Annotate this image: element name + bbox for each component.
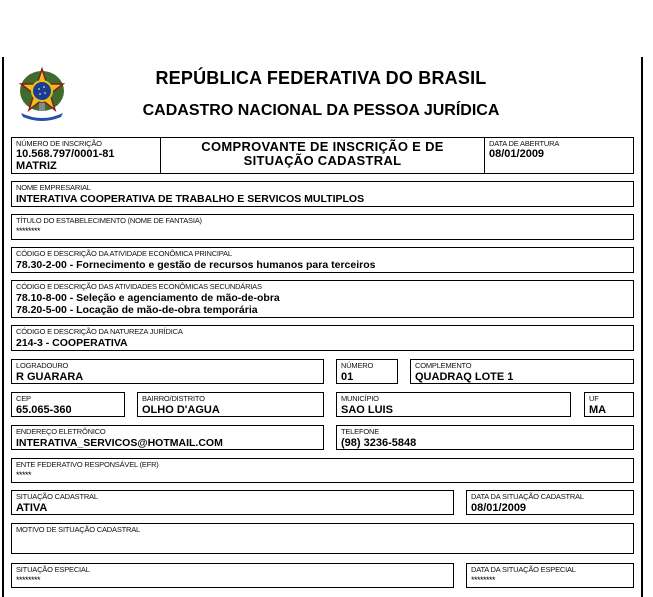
situacao-cadastral-box — [11, 490, 454, 515]
bairro-label: BAIRRO/DISTRITO — [142, 394, 205, 403]
efr-value: ***** — [16, 470, 32, 480]
situacao-cadastral-label: SITUAÇÃO CADASTRAL — [16, 492, 98, 501]
email-box — [11, 425, 324, 450]
data-situacao-especial-label: DATA DA SITUAÇÃO ESPECIAL — [471, 565, 576, 574]
data-situacao-especial-box — [466, 563, 634, 588]
data-situacao-especial-value: ******** — [471, 575, 496, 585]
motivo-situacao-label: MOTIVO DE SITUAÇÃO CADASTRAL — [16, 525, 141, 534]
natureza-juridica-label: CÓDIGO E DESCRIÇÃO DA NATUREZA JURÍDICA — [16, 327, 183, 336]
motivo-situacao-box — [11, 523, 634, 554]
atividade-secundaria-item: 78.20-5-00 - Locação de mão-de-obra temporária — [16, 304, 258, 316]
situacao-cadastral-value: ATIVA — [16, 502, 48, 514]
efr-label: ENTE FEDERATIVO RESPONSÁVEL (EFR) — [16, 460, 159, 469]
numero-label: NÚMERO — [341, 361, 374, 370]
cep-box — [11, 392, 125, 417]
complemento-box — [410, 359, 634, 384]
data-situacao-cadastral-value: 08/01/2009 — [471, 502, 527, 514]
email-label: ENDEREÇO ELETRÔNICO — [16, 427, 106, 436]
complemento-label: COMPLEMENTO — [415, 361, 472, 370]
natureza-juridica-value: 214-3 - COOPERATIVA — [16, 337, 128, 349]
complemento-value: QUADRAQ LOTE 1 — [415, 371, 514, 383]
numero-value: 01 — [341, 371, 354, 383]
situacao-especial-label: SITUAÇÃO ESPECIAL — [16, 565, 90, 574]
nome-empresarial-value: INTERATIVA COOPERATIVA DE TRABALHO E SERVICOS MULTIPLOS — [16, 193, 365, 205]
uf-value: MA — [589, 404, 607, 416]
document-subtitle: CADASTRO NACIONAL DA PESSOA JURÍDICA — [142, 102, 500, 119]
uf-label: UF — [589, 394, 599, 403]
abertura-box — [484, 137, 634, 174]
uf-box — [584, 392, 634, 417]
atividade-principal-value: 78.30-2-00 - Fornecimento e gestão de recursos humanos para terceiros — [16, 259, 376, 271]
natureza-juridica-box — [11, 325, 634, 351]
comprovante-title — [161, 140, 484, 168]
data-situacao-cadastral-box — [466, 490, 634, 515]
nome-empresarial-box — [11, 181, 634, 207]
atividade-principal-box — [11, 247, 634, 273]
municipio-value: SAO LUIS — [341, 404, 393, 416]
atividades-secundarias-box — [11, 280, 634, 318]
bairro-value: OLHO D'AGUA — [142, 404, 220, 416]
cep-value: 65.065-360 — [16, 404, 72, 416]
situacao-especial-value: ******** — [16, 575, 41, 585]
numero-box — [336, 359, 398, 384]
titulo-estabelecimento-value: ******** — [16, 226, 41, 236]
document-title: REPÚBLICA FEDERATIVA DO BRASIL — [155, 68, 487, 88]
atividade-principal-label: CÓDIGO E DESCRIÇÃO DA ATIVIDADE ECONÔMICA PRINCIPAL — [16, 249, 232, 258]
nome-empresarial-label: NOME EMPRESARIAL — [16, 183, 91, 192]
data-situacao-cadastral-label: DATA DA SITUAÇÃO CADASTRAL — [471, 492, 584, 501]
logradouro-label: LOGRADOURO — [16, 361, 69, 370]
efr-box — [11, 458, 634, 483]
telefone-value: (98) 3236-5848 — [341, 437, 417, 449]
inscricao-numero: 10.568.797/0001-81 — [16, 148, 115, 160]
logradouro-value: R GUARARA — [16, 371, 84, 383]
email-value: INTERATIVA_SERVICOS@HOTMAIL.COM — [16, 437, 223, 449]
telefone-box — [336, 425, 634, 450]
logradouro-box — [11, 359, 324, 384]
inscricao-label: NÚMERO DE INSCRIÇÃO — [16, 139, 102, 148]
municipio-label: MUNICÍPIO — [341, 394, 379, 403]
situacao-especial-box — [11, 563, 454, 588]
comprovante-line1: COMPROVANTE DE INSCRIÇÃO E DE — [201, 139, 444, 154]
abertura-label: DATA DE ABERTURA — [489, 139, 560, 148]
atividade-secundaria-item: 78.10-8-00 - Seleção e agenciamento de mão-de-obra — [16, 292, 280, 304]
comprovante-box — [160, 137, 485, 174]
inscricao-box — [11, 137, 161, 174]
bairro-box — [137, 392, 324, 417]
cep-label: CEP — [16, 394, 31, 403]
titulo-estabelecimento-box — [11, 214, 634, 240]
municipio-box — [336, 392, 571, 417]
atividades-secundarias-label: CÓDIGO E DESCRIÇÃO DAS ATIVIDADES ECONÔMICAS SECUNDÁRIAS — [16, 282, 262, 291]
comprovante-line2: SITUAÇÃO CADASTRAL — [243, 153, 402, 168]
titulo-estabelecimento-label: TÍTULO DO ESTABELECIMENTO (NOME DE FANTASIA) — [16, 216, 202, 225]
telefone-label: TELEFONE — [341, 427, 379, 436]
abertura-value: 08/01/2009 — [489, 148, 545, 160]
inscricao-tipo: MATRIZ — [16, 160, 57, 172]
